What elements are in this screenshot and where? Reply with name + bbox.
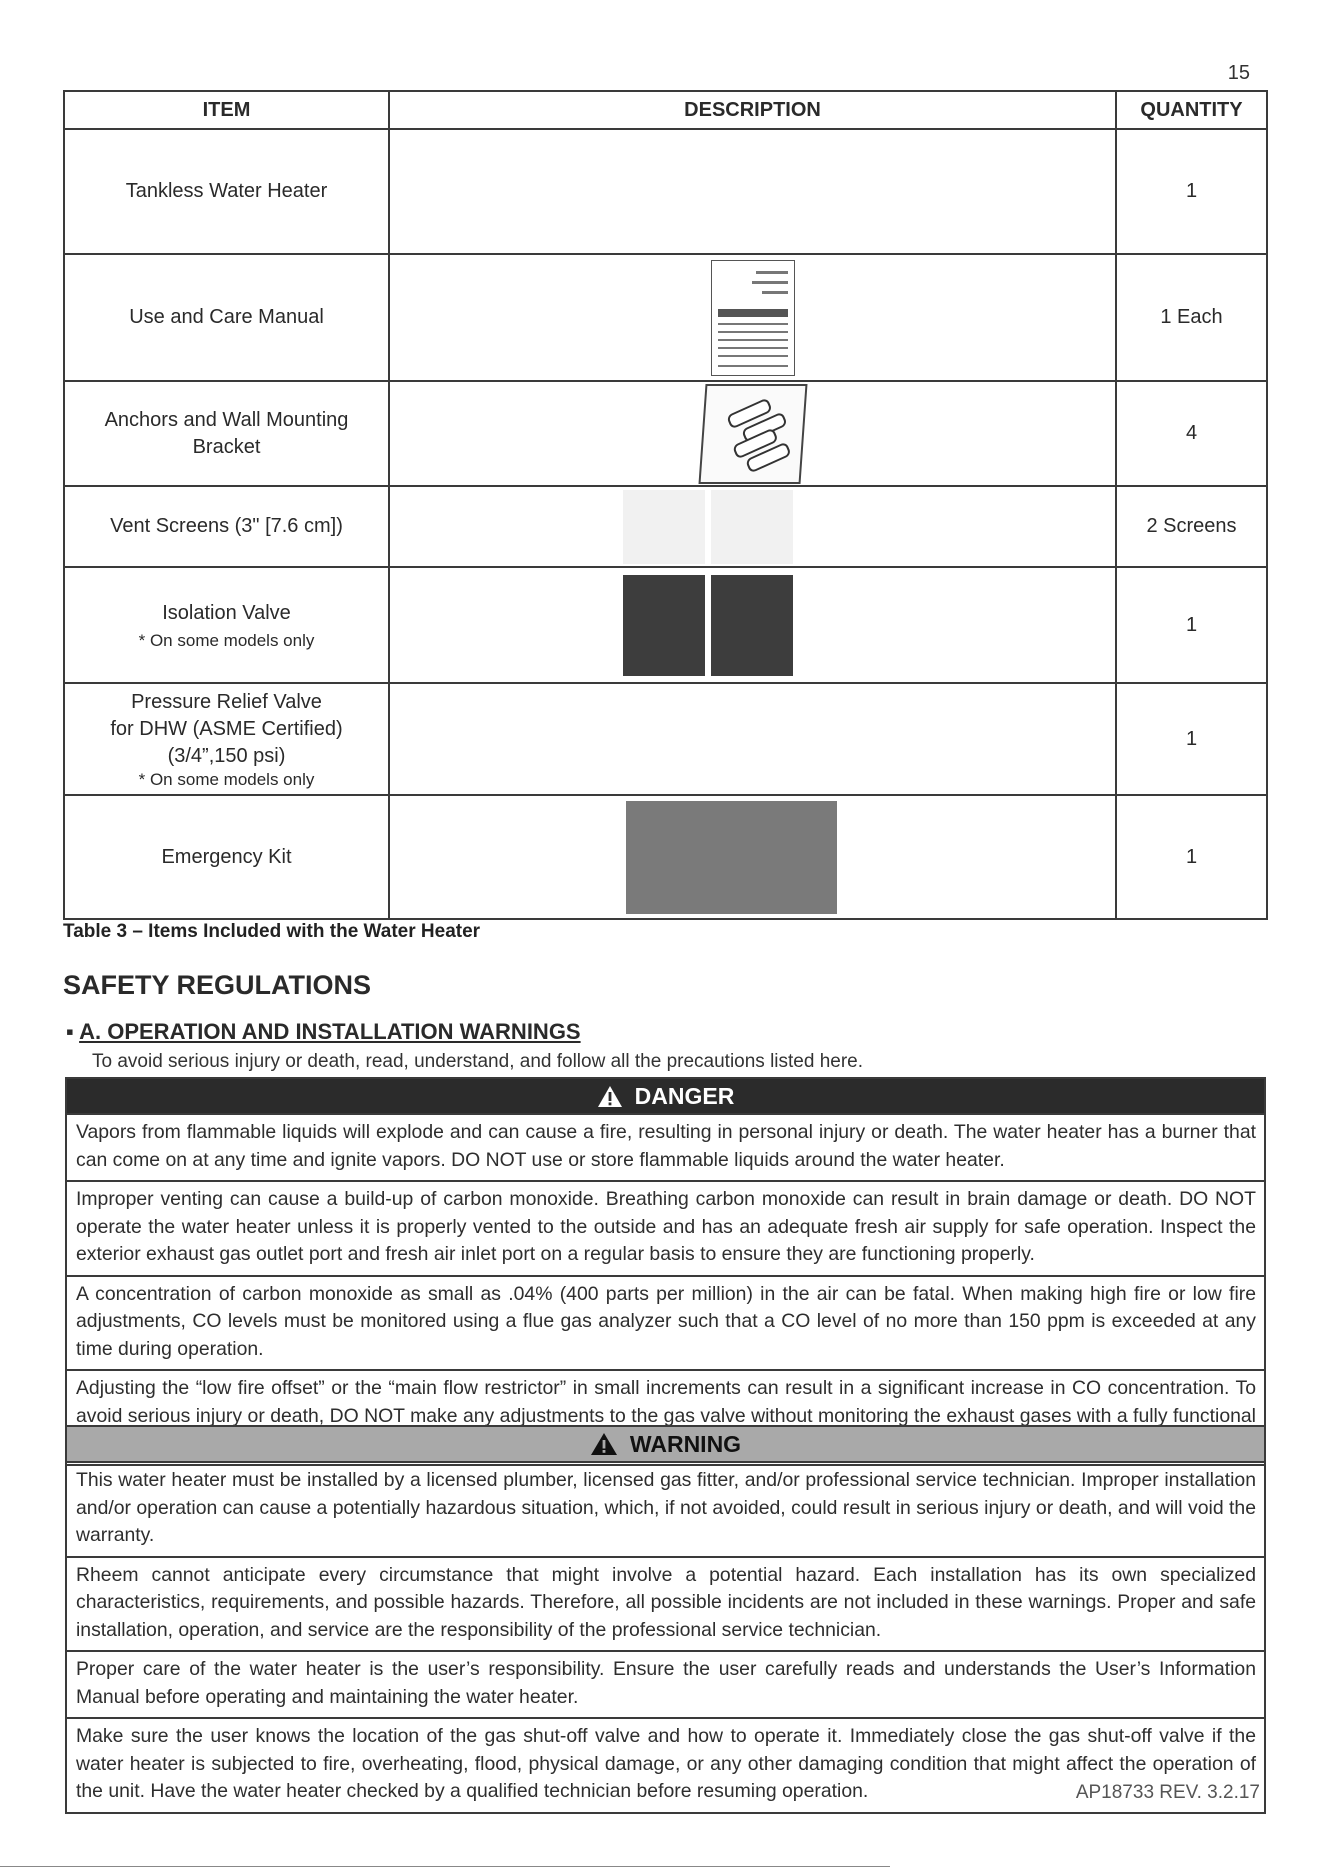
table-row [64,254,1267,381]
bullet: ▪ [66,1019,74,1044]
description-cell-empty [389,129,1116,254]
header-quantity: QUANTITY [1116,91,1267,129]
isolation-valve-image [306,575,1109,676]
warning-paragraph: This water heater must be installed by a licensed plumber, licensed gas fitter, and/or professional service technician. Improper installation and/or operation can cause a potentially hazardous situation, which, if not avoided, could result in serious injury or death, and will void the warranty. [76,1469,1256,1546]
quantity-cell: 4 [1116,381,1267,486]
danger-label: DANGER [634,1082,735,1109]
item-cell: Pressure Relief Valve for DHW (ASME Certified) (3/4”,150 psi) * On some models only [64,683,389,795]
table-row [64,567,1267,683]
warning-header [67,1427,1264,1463]
quantity-cell: 1 [1116,683,1267,795]
table-row [64,381,1267,486]
item-cell: Anchors and Wall Mounting Bracket [64,381,389,486]
page-number: 15 [1227,62,1250,84]
intro-text: To avoid serious injury or death, read, understand, and follow all the precautions listed here. [92,1051,864,1072]
quantity-cell: 1 [1116,795,1267,919]
emergency-kit-image [626,801,837,914]
danger-paragraph: Improper venting can cause a build-up of carbon monoxide. Breathing carbon monoxide can result in brain damage or death. DO NOT operate the water heater unless it is properly vented to the outside and has an adequate fresh air supply for safe operation. Inspect the exterior exhaust gas outlet port and fresh air inlet port on a regular basis to ensure they are functioning properly. [67,1180,1264,1275]
description-cell [389,795,1116,919]
warning-paragraph: Proper care of the water heater is the user’s responsibility. Ensure the user carefully reads and understands the User’s Information Manual before operating and maintaining the water heater. [67,1650,1264,1717]
anchors-bag-image [698,384,807,484]
valve-image [623,575,705,676]
warning-paragraph: Rheem cannot anticipate every circumstance that might involve a potential hazard. Each installation has its own specialized characteristics, requirements, and possible hazards. Therefore, all possible incidents are not included in these warnings. Proper and safe installation, operation, and service are the responsibility of the professional service technician. [67,1556,1264,1651]
description-cell-empty [389,683,1116,795]
quantity-cell: 1 Each [1116,254,1267,381]
header-item: ITEM [64,91,389,129]
item-cell: Tankless Water Heater [64,129,389,254]
subsection-title: A. OPERATION AND INSTALLATION WARNINGS [79,1019,581,1044]
table-row [64,795,1267,919]
warning-triangle-icon [590,1432,618,1456]
quantity-cell: 2 Screens [1116,486,1267,567]
items-table [63,90,1268,920]
danger-paragraph: Adjusting the “low fire offset” or the “main flow restrictor” in small increments can result in a significant increase in CO concentration. To avoid serious injury or death, DO NOT make any adjustments to the gas valve without monitoring the exhaust gases with a fully functional [67,1369,1264,1464]
table-row [64,683,1267,795]
section-title: SAFETY REGULATIONS [63,970,372,1000]
revision-code: AP18733 REV. 3.2.17 [1075,1782,1260,1803]
item-cell: Vent Screens (3" [7.6 cm]) [64,486,389,567]
warning-triangle-icon [597,1085,623,1108]
item-cell: Use and Care Manual [64,254,389,381]
subsection-heading [66,1019,581,1045]
warning-paragraph: Make sure the user knows the location of the gas shut-off valve and how to operate it. Immediately close the gas shut-off valve if the water heater is subjected to fire, overheating, flood, physical damage, or any other damaging condition that might affect the operation of the unit. Have the water heater checked by a qualified technician before resuming operation. [67,1717,1264,1812]
table-row [64,486,1267,567]
description-cell [389,486,1116,567]
danger-header [67,1079,1264,1113]
vent-screen-image [623,490,705,564]
quantity-cell: 1 [1116,129,1267,254]
table-caption: Table 3 – Items Included with the Water Heater [63,921,481,942]
danger-box [65,1077,1266,1466]
warning-box [65,1425,1266,1814]
header-description: DESCRIPTION [389,91,1116,129]
description-cell [389,254,1116,381]
quantity-cell: 1 [1116,567,1267,683]
danger-paragraph: A concentration of carbon monoxide as small as .04% (400 parts per million) in the air can be fatal. When making high fire or low fire adjustments, CO levels must be monitored using a flue gas analyzer such that a CO level of no more than 150 ppm is exceeded at any time during operation. [67,1275,1264,1370]
description-cell [389,381,1116,486]
item-cell: Emergency Kit [64,795,389,919]
danger-paragraph: Vapors from flammable liquids will explode and can cause a fire, resulting in personal injury or death. The water heater has a burner that can come on at any time and ignite vapors. DO NOT use or store flammable liquids around the water heater. [67,1113,1264,1180]
manual-image [711,260,795,376]
bottom-rule [0,1866,890,1867]
valve-image [711,575,793,676]
vent-screens-image [306,490,1109,564]
description-cell [389,567,1116,683]
table-header-row [64,91,1267,129]
vent-screen-image [711,490,793,564]
warning-label: WARNING [629,1430,742,1457]
item-cell: Isolation Valve * On some models only [64,567,389,683]
table-row [64,129,1267,254]
